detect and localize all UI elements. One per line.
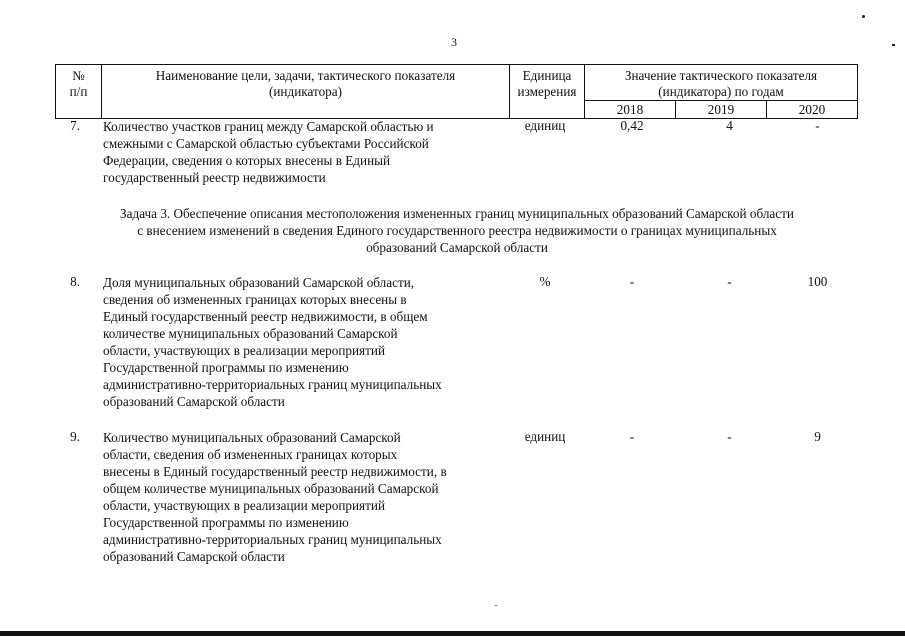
row-value-2019: 4 [726, 118, 733, 133]
row-value-2020: - [815, 118, 820, 133]
row-value-2018: - [629, 274, 635, 289]
header-unit: Единица измерения [510, 65, 585, 119]
scan-speck [862, 15, 865, 18]
row-value-2018: 0,42 [620, 118, 644, 133]
header-name: Наименование цели, задачи, тактического показателя (индикатора) [102, 65, 510, 119]
row-value-2020: 100 [807, 274, 828, 289]
header-year-2019: 2019 [675, 101, 766, 119]
table-header [55, 64, 858, 119]
row-number: 9. [70, 429, 80, 444]
row-unit: единиц [524, 118, 566, 133]
scan-edge-rule [0, 631, 905, 636]
row-number: 7. [70, 118, 80, 133]
row-unit: единиц [524, 429, 566, 444]
header-number: № п/п [56, 65, 102, 119]
header-year-2020: 2020 [766, 101, 857, 119]
row-number: 8. [70, 274, 80, 289]
row-name: Доля муниципальных образований Самарской области, сведения об измененных границах которых внесены в Единый государственный реестр недвижимости, в общем количестве муниципальных образований Самарской области, участвующих в реализации мероприятий Государственной программы по изменению административно-территориальных границ муниципальных образований Самарской области [103, 275, 442, 409]
row-name: Количество участков границ между Самарской областью и смежными с Самарской областью субъектами Российской Федерации, сведения о которых внесены в Единый государственный реестр недвижимости [103, 119, 434, 185]
task-heading: Задача 3. Обеспечение описания местоположения измененных границ муниципальных образований Самарской области с внесением изменений в сведения Единого государственного реестра недвижимости о границах муниципальных образований Самарской области [120, 206, 794, 255]
row-unit: % [539, 274, 551, 289]
row-value-2019: - [727, 429, 732, 444]
row-value-2019: - [727, 274, 732, 289]
header-value: Значение тактического показателя (индикатора) по годам [585, 65, 858, 101]
header-year-2018: 2018 [585, 101, 676, 119]
row-value-2018: - [629, 429, 635, 444]
page-number: 3 [451, 35, 457, 49]
row-name: Количество муниципальных образований Самарской области, сведения об измененных границах которых внесены в Единый государственный реестр недвижимости, в общем количестве муниципальных образований Самарской области, участвующих в реализации мероприятий Государственной программы по изменению административно-территориальных границ муниципальных образований Самарской области [103, 430, 447, 564]
scan-speck [892, 44, 895, 46]
row-value-2020: 9 [814, 429, 821, 444]
scan-speck [495, 605, 497, 606]
